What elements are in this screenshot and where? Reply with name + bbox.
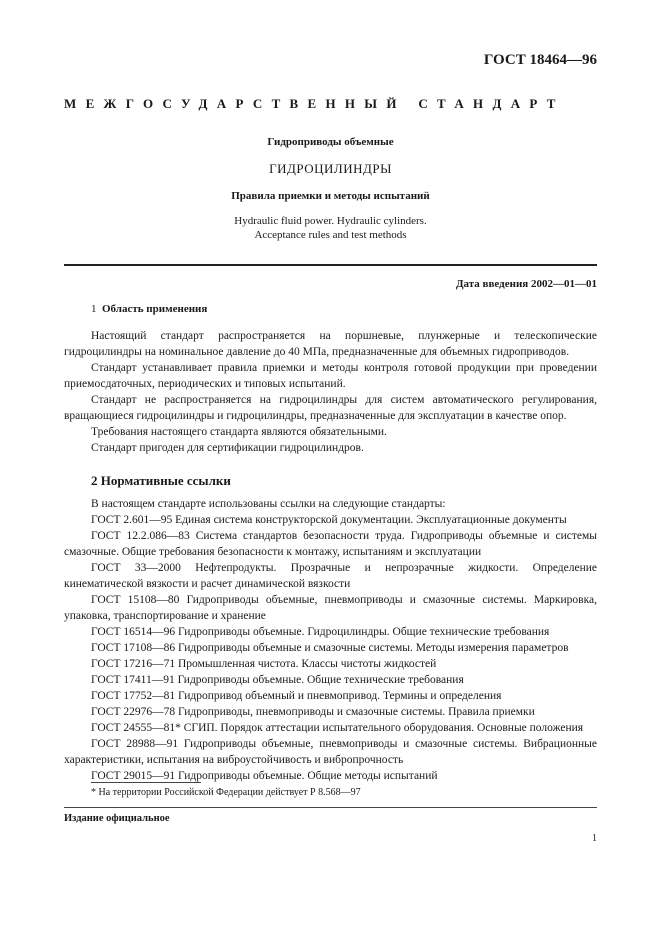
title-english-line1: Hydraulic fluid power. Hydraulic cylinders. xyxy=(234,215,427,227)
reference-item: ГОСТ 16514—96 Гидроприводы объемные. Гидроцилиндры. Общие технические требования xyxy=(91,626,550,638)
date-introduction: Дата введения 2002—01—01 xyxy=(455,278,597,290)
section1-title: Область применения xyxy=(102,303,208,315)
section2-heading: 2 Нормативные ссылки xyxy=(91,473,231,488)
footnote-divider xyxy=(91,782,201,783)
section1-paragraph: Настоящий стандарт распространяется на поршневые, плунжерные и телескопические гидроцилиндры на номинальное давление до 40 МПа, предназначенные для объемных гидроприводов. xyxy=(64,330,597,358)
footnote: * На территории Российской Федерации действует Р 8.568—97 xyxy=(91,787,361,798)
reference-item: ГОСТ 33—2000 Нефтепродукты. Прозрачные и непрозрачные жидкости. Определение кинематической вязкости и расчет динамической вязкости xyxy=(64,562,597,590)
document-code: ГОСТ 18464—96 xyxy=(483,52,597,68)
edition-label: Издание официальное xyxy=(64,813,170,824)
reference-item: ГОСТ 28988—91 Гидроприводы объемные, пневмоприводы и смазочные системы. Вибрационные характеристики, испытания на виброустойчивость и вибропрочность xyxy=(64,738,597,766)
title-english xyxy=(0,214,661,242)
reference-item: ГОСТ 24555—81* СГИП. Порядок аттестации испытательного оборудования. Основные положения xyxy=(91,722,584,734)
section1-paragraph: Стандарт устанавливает правила приемки и методы контроля готовой продукции при проведении приемосдаточных, периодических и типовых испытаний. xyxy=(64,362,597,390)
reference-item: ГОСТ 29015—91 Гидроприводы объемные. Общие методы испытаний xyxy=(91,770,438,782)
reference-item: ГОСТ 17752—81 Гидропривод объемный и пневмопривод. Термины и определения xyxy=(91,690,502,702)
reference-item: ГОСТ 22976—78 Гидроприводы, пневмоприводы и смазочные системы. Правила приемки xyxy=(91,706,535,718)
reference-item: ГОСТ 2.601—95 Единая система конструкторской документации. Эксплуатационные документы xyxy=(91,514,567,526)
title-subtitle: Гидроприводы объемные xyxy=(267,136,394,148)
section1-body xyxy=(64,328,597,456)
edition-divider xyxy=(64,807,597,808)
title-rules: Правила приемки и методы испытаний xyxy=(231,190,430,202)
interstate-standard-heading: МЕЖГОСУДАРСТВЕННЫЙ СТАНДАРТ xyxy=(64,96,565,111)
section1-heading xyxy=(91,303,207,315)
reference-item: ГОСТ 12.2.086—83 Система стандартов безопасности труда. Гидроприводы объемные и системы смазочные. Общие требования безопасности к монтажу, испытаниям и эксплуатации xyxy=(64,530,597,558)
reference-item: ГОСТ 17216—71 Промышленная чистота. Классы чистоты жидкостей xyxy=(91,658,437,670)
header-divider xyxy=(64,264,597,266)
section1-paragraph: Требования настоящего стандарта являются обязательными. xyxy=(91,426,387,438)
title-main: ГИДРОЦИЛИНДРЫ xyxy=(269,161,392,176)
section1-number: 1 xyxy=(91,303,97,315)
title-english-line2: Acceptance rules and test methods xyxy=(254,229,407,241)
references-intro: В настоящем стандарте использованы ссылки на следующие стандарты: xyxy=(91,498,446,510)
section1-paragraph: Стандарт не распространяется на гидроцилиндры для систем автоматического регулирования, вращающиеся гидроцилиндры и гидроцилиндры, предназначенные для эксплуатации в качестве опор. xyxy=(64,394,597,422)
references-list xyxy=(64,496,597,784)
page-number: 1 xyxy=(592,833,597,844)
reference-item: ГОСТ 17108—86 Гидроприводы объемные и смазочные системы. Методы измерения параметров xyxy=(91,642,569,654)
reference-item: ГОСТ 17411—91 Гидроприводы объемные. Общие технические требования xyxy=(91,674,464,686)
section1-paragraph: Стандарт пригоден для сертификации гидроцилиндров. xyxy=(91,442,364,454)
reference-item: ГОСТ 15108—80 Гидроприводы объемные, пневмоприводы и смазочные системы. Маркировка, упаковка, транспортирование и хранение xyxy=(64,594,597,622)
